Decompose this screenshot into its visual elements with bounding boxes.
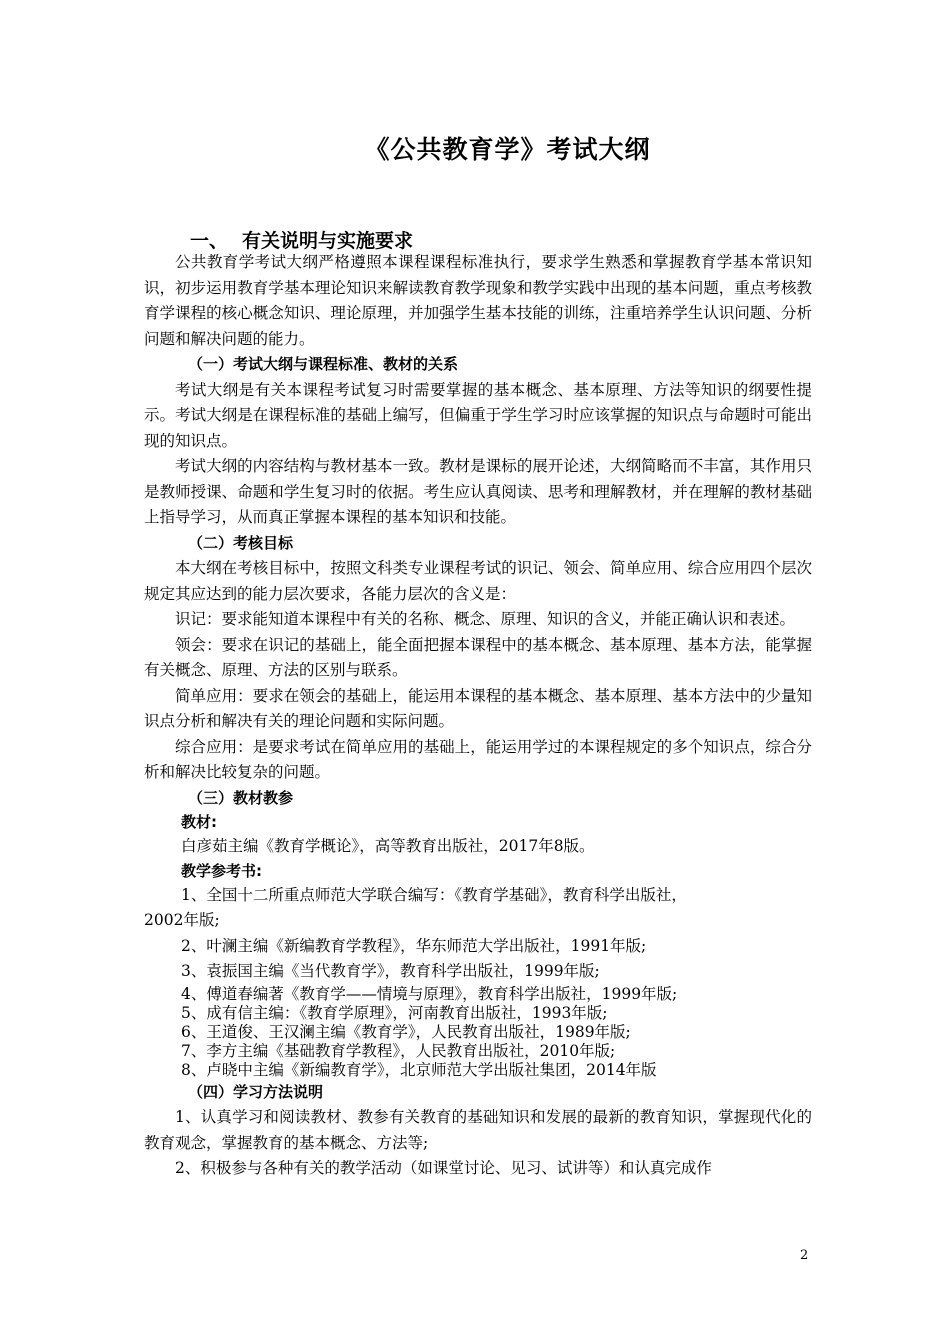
reference-item: 8、卢晓中主编《新编教育学》，北京师范大学出版社集团，2014年版 bbox=[181, 1060, 657, 1079]
references-label: 教学参考书: bbox=[181, 861, 262, 880]
reference-item: 4、傅道春编著《教育学——情境与原理》，教育科学出版社，1999年版; bbox=[181, 984, 678, 1003]
reference-item: 7、李方主编《基础教育学教程》，人民教育出版社，2010年版; bbox=[181, 1041, 616, 1060]
reference-item: 5、成有信主编：《教育学原理》，河南教育出版社，1993年版; bbox=[181, 1003, 608, 1022]
paragraph: 简单应用：要求在领会的基础上，能运用本课程的基本概念、基本原理、基本方法中的少量知识点分析和解决有关的理论问题和实际问题。 bbox=[144, 686, 812, 730]
document-body bbox=[144, 250, 812, 1182]
paragraph: 考试大纲的内容结构与教材基本一致。教材是课标的展开论述，大纲简略而不丰富，其作用只是教师授课、命题和学生复习时的依据。考生应认真阅读、思考和理解教材，并在理解的教材基础上指导学习，从而真正掌握本课程的基本知识和技能。 bbox=[144, 457, 812, 526]
page-number: 2 bbox=[800, 1248, 809, 1263]
section-heading-text: 有关说明与实施要求 bbox=[242, 230, 414, 252]
reference-item: 2、叶澜主编《新编教育学教程》，华东师范大学出版社，1991年版; bbox=[181, 936, 647, 955]
paragraph: 综合应用：是要求考试在简单应用的基础上，能运用学过的本课程规定的多个知识点，综合分析和解决比较复杂的问题。 bbox=[144, 737, 812, 781]
reference-item: 6、王道俊、王汉澜主编《教育学》，人民教育出版社，1989年版; bbox=[181, 1022, 631, 1041]
subsection-heading-1: （一）考试大纲与课程标准、教材的关系 bbox=[188, 355, 459, 373]
paragraph: 2、积极参与各种有关的教学活动（如课堂讨论、见习、试讲等）和认真完成作 bbox=[175, 1159, 712, 1177]
paragraph: 领会：要求在识记的基础上，能全面把握本课程中的基本概念、基本原理、基本方法，能掌握有关概念、原理、方法的区别与联系。 bbox=[144, 635, 812, 679]
section-number: 一、 bbox=[190, 230, 229, 252]
subsection-heading-3: （三）教材教参 bbox=[188, 788, 294, 807]
intro-paragraph: 公共教育学考试大纲严格遵照本课程课程标准执行，要求学生熟悉和掌握教育学基本常识知识，初步运用教育学基本理论知识来解读教育教学现象和教学实践中出现的基本问题，重点考核教育学课程的核心概念知识、理论原理，并加强学生基本技能的训练，注重培养学生认识问题、分析问题和解决问题的能力。 bbox=[144, 253, 812, 348]
document-title: 《公共教育学》考试大纲 bbox=[364, 135, 651, 164]
paragraph: 考试大纲是有关本课程考试复习时需要掌握的基本概念、基本原理、方法等知识的纲要性提示。考试大纲是在课程标准的基础上编写，但偏重于学生学习时应该掌握的知识点与命题时可能出现的知识点。 bbox=[144, 380, 812, 450]
subsection-heading-2: （二）考核目标 bbox=[188, 533, 294, 552]
paragraph: 识记：要求能知道本课程中有关的名称、概念、原理、知识的含义，并能正确认识和表述。 bbox=[175, 610, 796, 628]
section-heading-1 bbox=[190, 226, 413, 253]
reference-item: 1、全国十二所重点师范大学联合编写：《教育学基础》，教育科学出版社， 2002年版; bbox=[144, 885, 687, 929]
textbook-entry: 白彦茹主编《教育学概论》，高等教育出版社，2017年8版。 bbox=[181, 837, 595, 855]
reference-item: 3、袁振国主编《当代教育学》，教育科学出版社，1999年版; bbox=[181, 962, 600, 980]
paragraph: 1、认真学习和阅读教材、教参有关教育的基础知识和发展的最新的教育知识，掌握现代化的教育观念，掌握教育的基本概念、方法等; bbox=[144, 1108, 812, 1152]
subsection-heading-4: （四）学习方法说明 bbox=[188, 1082, 324, 1101]
paragraph: 本大纲在考核目标中，按照文科类专业课程考试的识记、领会、简单应用、综合应用四个层次规定其应达到的能力层次要求，各能力层次的含义是： bbox=[144, 559, 812, 603]
textbook-label: 教材: bbox=[181, 813, 217, 831]
